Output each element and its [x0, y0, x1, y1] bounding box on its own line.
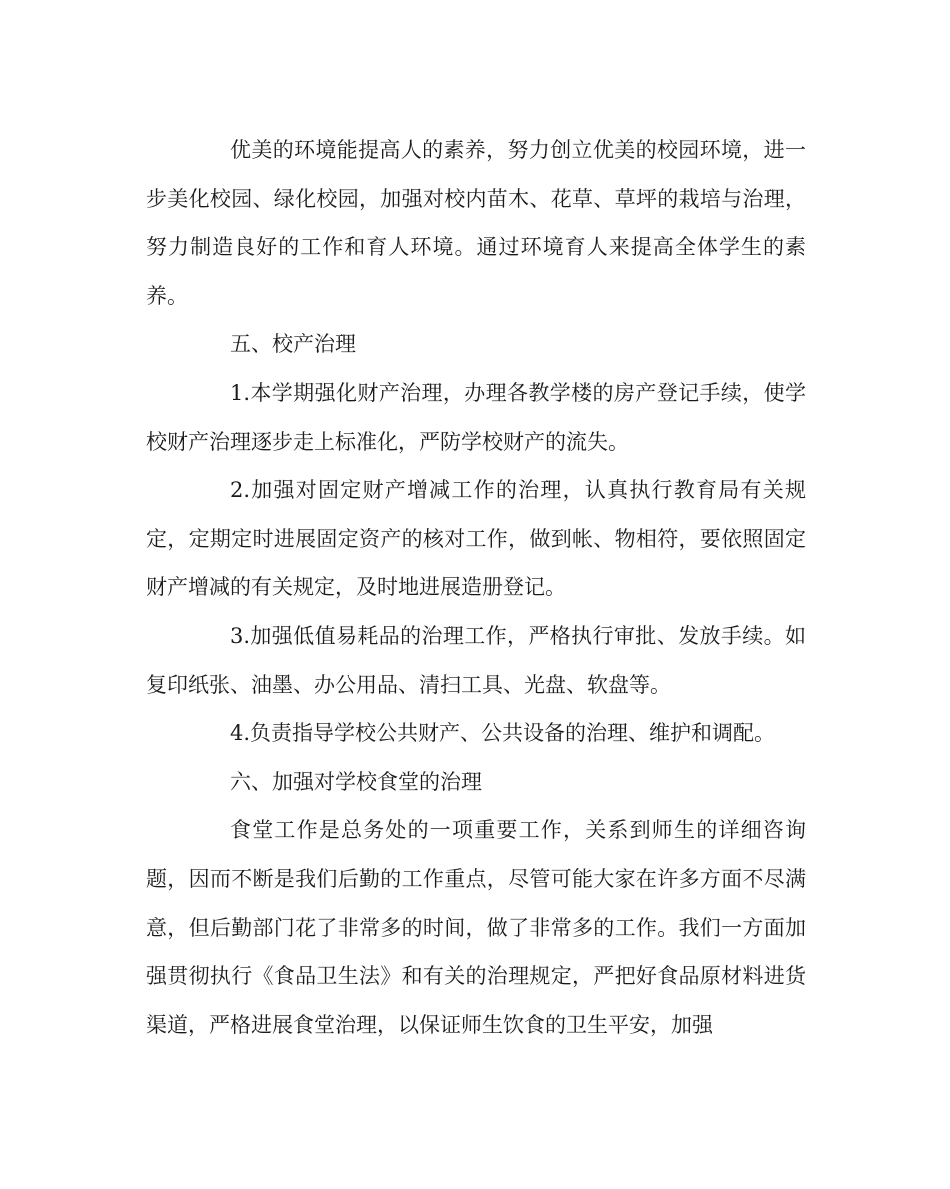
paragraph-item-3: 3.加强低值易耗品的治理工作，严格执行审批、发放手续。如复印纸张、油墨、办公用品、清扫工具、光盘、软盘等。 [146, 623, 806, 697]
section-heading-asset-management: 五、校产治理 [230, 332, 356, 357]
paragraph-item-2: 2.加强对固定财产增减工作的治理，认真执行教育局有关规定，定期定时进展固定资产的核对工作，做到帐、物相符，要依照固定财产增减的有关规定，及时地进展造册登记。 [146, 478, 806, 600]
paragraph-item-1: 1.本学期强化财产治理，办理各教学楼的房产登记手续，使学校财产治理逐步走上标准化，严防学校财产的流失。 [146, 380, 806, 454]
document-body [146, 126, 806, 1049]
section-heading-canteen: 六、加强对学校食堂的治理 [230, 769, 482, 794]
paragraph-item-4: 4.负责指导学校公共财产、公共设备的治理、维护和调配。 [230, 721, 776, 746]
paragraph-canteen: 食堂工作是总务处的一项重要工作，关系到师生的详细咨询题，因而不断是我们后勤的工作重点，尽管可能大家在许多方面不尽满意，但后勤部门花了非常多的时间，做了非常多的工作。我们一方面加强贯彻执行《食品卫生法》和有关的治理规定，严把好食品原材料进货渠道，严格进展食堂治理，以保证师生饮食的卫生平安，加强 [146, 818, 806, 1037]
paragraph-environment: 优美的环境能提高人的素养，努力创立优美的校园环境，进一步美化校园、绿化校园，加强对校内苗木、花草、草坪的栽培与治理，努力制造良好的工作和育人环境。通过环境育人来提高全体学生的素养。 [146, 138, 806, 308]
